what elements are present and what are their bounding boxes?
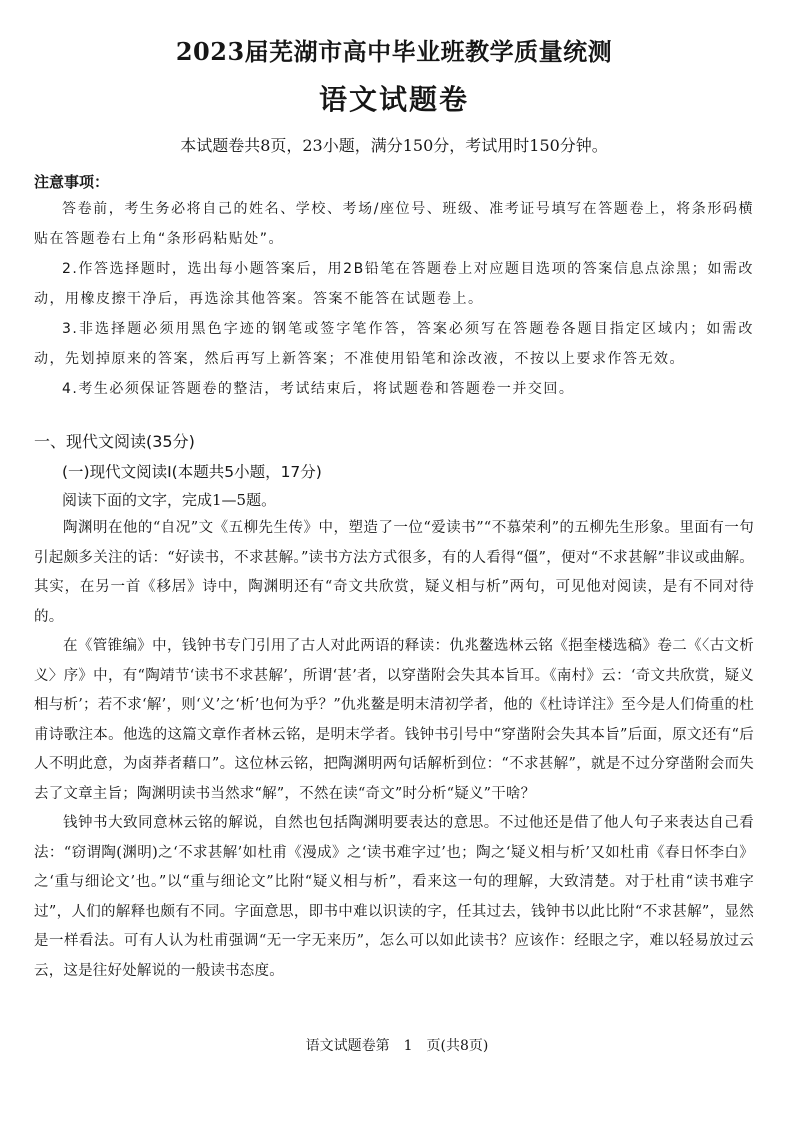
notices-title: 注意事项： [34,173,110,191]
notice-item-3: 3.非选择题必须用黑色字迹的钢笔或签字笔作答，答案必须写在答题卷各题目指定区域内；如需改动，先划掉原来的答案，然后再写上新答案；不准使用铅笔和涂改液，不按以上要求作答无效。 [34,321,754,367]
notice-item-2: 2.作答选择题时，选出每小题答案后，用2B铅笔在答题卷上对应题目选项的答案信息点涂黑；如需改动，用橡皮擦干净后，再选涂其他答案。答案不能答在试题卷上。 [34,261,754,307]
reading-passage [34,514,754,986]
page-footer: 语文试题卷第 1 页(共8页) [305,1038,489,1054]
exam-info: 本试题卷共8页，23小题，满分150分，考试用时150分钟。 [180,136,608,155]
exam-subtitle: 语文试题卷 [318,83,469,116]
exam-title: 2023届芜湖市高中毕业班教学质量统测 [175,37,613,66]
passage-paragraph-3: 钱钟书大致同意林云铭的解说，自然也包括陶渊明要表达的意思。不过他还是借了他人句子来表达自己看法：“窃谓陶(渊明)之‘不求甚解’如杜甫《漫成》之‘读书难字过’也；陶之‘疑义相与析’又如杜甫《春日怀李白》之‘重与细论文’也。”以“重与细论文”比附“疑义相与析”，看来这一句的理解，大致清楚。对于杜甫“读书难字过”，人们的解释也颇有不同。字面意思，即书中难以识读的字，任其过去，钱钟书以此比附“不求甚解”，显然是一样看法。可有人认为杜甫强调“无一字无来历”，怎么可以如此读书？应该作：经眼之字，难以轻易放过云云，这是往好处解说的一般读书态度。 [34,815,754,979]
notice-item-1: 答卷前，考生务必将自己的姓名、学校、考场/座位号、班级、准考证号填写在答题卷上，将条形码横贴在答题卷右上角“条形码粘贴处”。 [34,201,754,247]
reading-instruction: 阅读下面的文字，完成1—5题。 [62,491,277,509]
notice-item-4: 4.考生必须保证答题卷的整洁，考试结束后，将试题卷和答题卷一并交回。 [62,381,575,397]
subsection-title: (一)现代文阅读Ⅰ(本题共5小题，17分) [62,463,322,481]
passage-paragraph-2: 在《管锥编》中，钱钟书专门引用了古人对此两语的释读：仇兆鳌选林云铭《挹奎楼选稿》卷二《〈古文析义〉序》中，有“陶靖节‘读书不求甚解’，所谓‘甚’者，以穿凿附会失其本旨耳。《南村》云：‘奇文共欣赏，疑义相与析’；若不求‘解’，则‘义’之‘析’也何为乎？”仇兆鳌是明末清初学者，他的《杜诗详注》至今是人们倚重的杜甫诗歌注本。他选的这篇文章作者林云铭，是明末学者。钱钟书引号中“穿凿附会失其本旨”后面，原文还有“后人不明此意，为卤莽者藉口”。这位林云铭，把陶渊明两句话解析到位：“不求甚解”，就是不过分穿凿附会而失去了文章主旨；陶渊明读书当然求“解”，不然在读“奇文”时分析“疑义”干啥？ [34,638,754,802]
passage-paragraph-1: 陶渊明在他的“自况”文《五柳先生传》中，塑造了一位“爱读书”“不慕荣利”的五柳先生形象。里面有一句引起颇多关注的话：“好读书，不求甚解。”读书方法方式很多，有的人看得“僵”，便对“不求甚解”非议或曲解。其实，在另一首《移居》诗中，陶渊明还有“奇文共欣赏，疑义相与析”两句，可见他对阅读，是有不同对待的。 [34,520,754,625]
section-title: 一、现代文阅读(35分) [34,432,195,451]
notices-block [34,170,754,404]
